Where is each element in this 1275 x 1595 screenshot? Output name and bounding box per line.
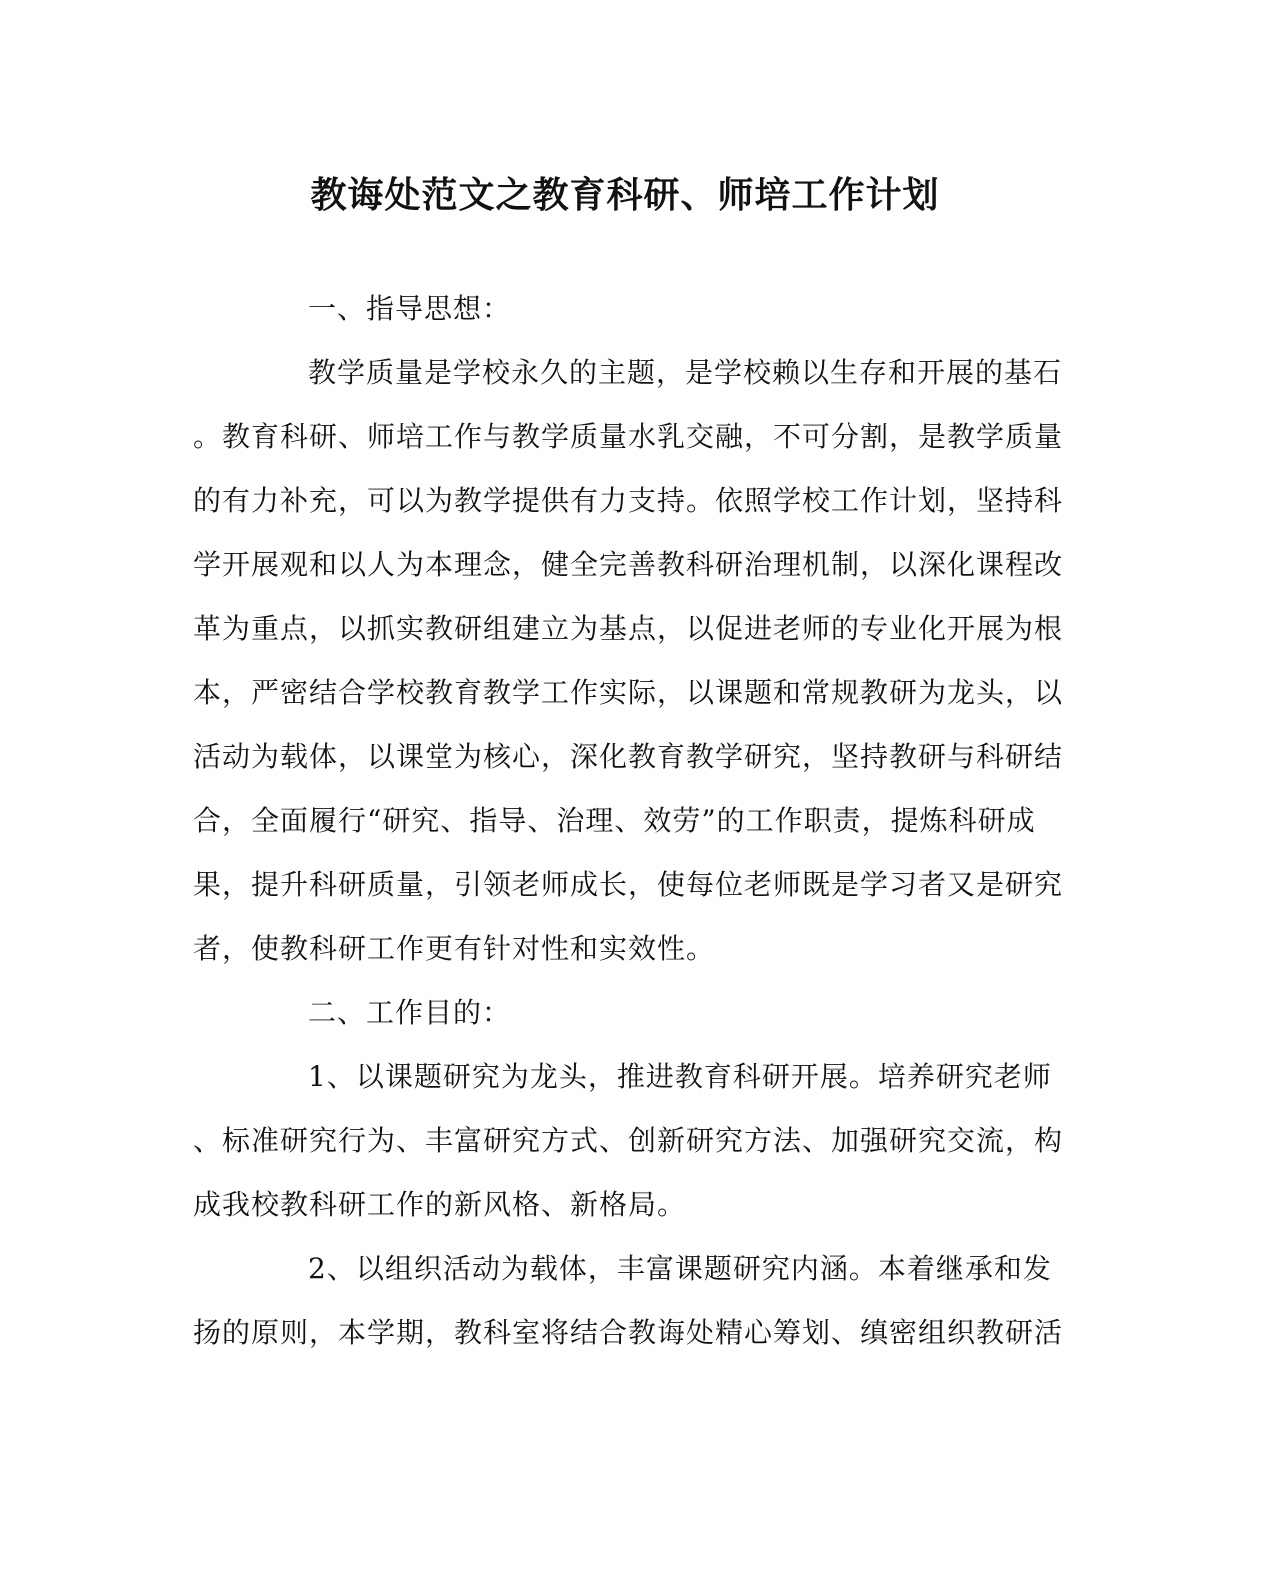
- paragraph-line: 本，严密结合学校教育教学工作实际，以课题和常规教研为龙头，以: [193, 676, 1064, 709]
- list-item-line: 2、以组织活动为载体，丰富课题研究内涵。本着继承和发: [308, 1252, 1052, 1285]
- section-heading-work-goals: 二、工作目的：: [308, 996, 512, 1029]
- list-item-line: 扬的原则，本学期，教科室将结合教诲处精心筹划、缜密组织教研活: [193, 1316, 1064, 1349]
- section-heading-guiding-ideas: 一、指导思想：: [308, 292, 512, 325]
- list-item-line: 1、以课题研究为龙头，推进教育科研开展。培养研究老师: [308, 1060, 1052, 1093]
- list-item-line: 成我校教科研工作的新风格、新格局。: [193, 1188, 687, 1221]
- paragraph-line: 者，使教科研工作更有针对性和实效性。: [193, 932, 716, 965]
- paragraph-line: 。教育科研、师培工作与教学质量水乳交融，不可分割，是教学质量: [193, 420, 1064, 453]
- paragraph-line: 教学质量是学校永久的主题，是学校赖以生存和开展的基石: [308, 356, 1063, 389]
- paragraph-line: 活动为载体，以课堂为核心，深化教育教学研究，坚持教研与科研结: [193, 740, 1064, 773]
- list-item-line: 、标准研究行为、丰富研究方式、创新研究方法、加强研究交流，构: [193, 1124, 1064, 1157]
- document-title: 教诲处范文之教育科研、师培工作计划: [310, 174, 940, 216]
- paragraph-line: 学开展观和以人为本理念，健全完善教科研治理机制，以深化课程改: [193, 548, 1064, 581]
- paragraph-line: 革为重点，以抓实教研组建立为基点，以促进老师的专业化开展为根: [193, 612, 1064, 645]
- paragraph-line: 果，提升科研质量，引领老师成长，使每位老师既是学习者又是研究: [193, 868, 1064, 901]
- paragraph-line: 合，全面履行“研究、指导、治理、效劳”的工作职责，提炼科研成: [193, 804, 1036, 837]
- paragraph-line: 的有力补充，可以为教学提供有力支持。依照学校工作计划，坚持科: [193, 484, 1064, 517]
